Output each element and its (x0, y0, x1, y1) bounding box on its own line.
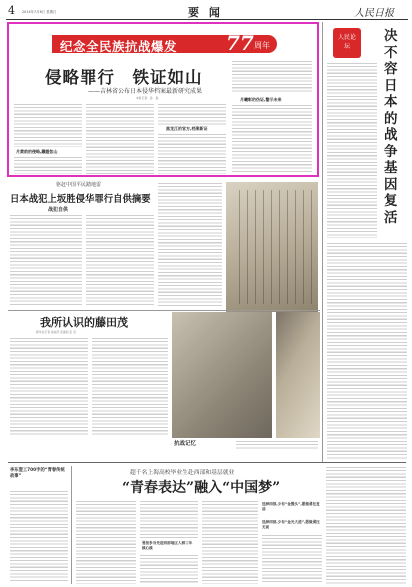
lower-right-head: 选择西部,少有“金馒头”,愿做勇往直前 (262, 502, 320, 511)
story2-bottom-rule (8, 310, 320, 311)
lower-mid-head-1: 要担争当先进西部地区人群三年核心核 (142, 541, 193, 550)
story2-body-3 (158, 182, 222, 306)
lower-body-4 (262, 534, 322, 584)
lead-body-col-2 (86, 103, 154, 174)
sculpture-photo (276, 312, 320, 438)
story2-body-1 (10, 214, 82, 306)
paper-logo: 人民日报 (354, 8, 394, 19)
photo-caption-text (236, 440, 318, 450)
lower-body-3 (202, 500, 258, 584)
commentary-badge (333, 28, 361, 58)
lead-subhead: ——吉林省公布日本侵华档案最新研究成果 (88, 88, 203, 95)
lead-body-col-3 (158, 103, 226, 125)
archive-document-lines (232, 190, 312, 304)
story2-kicker: 驱赶中国平民踏地雷 (56, 182, 102, 188)
banner-number: 77 (226, 31, 254, 55)
lead-col-head-1: 月黄前的侵略,鐵證如山 (16, 149, 58, 154)
date-line: 2014年7月6日 星期日 (22, 10, 57, 14)
lead-headline: 侵略罪行 铁证如山 (45, 68, 203, 87)
lead-body-col-4b (232, 104, 312, 174)
museum-visitors-photo (172, 312, 272, 438)
story3-body-1 (10, 337, 88, 437)
lead-body-col-3b (158, 133, 226, 174)
banner-text: 纪念全民族抗战爆发 (60, 39, 178, 54)
commentary-rule (322, 22, 323, 462)
masthead-rule (6, 19, 408, 20)
lower-headline: “青春表达”融入“中国梦” (122, 480, 281, 496)
lower-kicker: 超千名上海高校毕业生赴西部和基层就业 (130, 470, 235, 476)
photo-caption: 抗战记忆 (174, 441, 197, 447)
section-title: 要 闻 (188, 6, 223, 19)
lead-body-col-1b (14, 156, 82, 174)
left-sidebar-rule (71, 466, 72, 584)
commentary-title: 决不容日本的战争基因复活 (384, 28, 398, 226)
story3-headline: 我所认识的藤田茂 (40, 316, 128, 329)
banner-suffix: 周年 (254, 41, 270, 50)
lower-body-2 (140, 500, 198, 538)
lead-body-col-1 (14, 103, 82, 147)
lower-body-2b (140, 554, 198, 584)
commentary-body-b (327, 242, 407, 460)
commentary-body-a (327, 62, 377, 238)
page-number: 4 (8, 4, 15, 17)
anniversary-banner (52, 32, 282, 56)
section-divider (8, 462, 406, 463)
masthead (0, 0, 412, 22)
lead-byline: 本报记者 孙 振 (136, 96, 159, 100)
left-sidebar-head: 李东澄工700字的“青春传统故事” (10, 468, 65, 479)
lead-col-head-2: 黑龙江的官方,档案新证 (166, 126, 208, 131)
left-sidebar-body (10, 490, 68, 582)
story2-body-2 (86, 214, 154, 306)
story3-body-2 (92, 337, 168, 437)
lower-body-5 (326, 466, 406, 584)
commentary-badge-label: 人民论坛 (337, 34, 356, 50)
lower-mid-head-2: 选择西部,少有“金光大道”,愿做勇往无前 (262, 520, 320, 529)
story3-subhead: 新华社记者 孙丽萍 张建松 张 汨 (36, 330, 76, 334)
lead-col-head-3: 月曦彰的伪证,警示未来 (240, 97, 282, 102)
story2-subhead: 战犯自供 (48, 207, 69, 213)
lead-body-col-4 (232, 60, 312, 94)
story2-headline: 日本战犯上坂胜侵华罪行自供摘要 (10, 194, 151, 205)
lower-body-1 (76, 500, 136, 584)
